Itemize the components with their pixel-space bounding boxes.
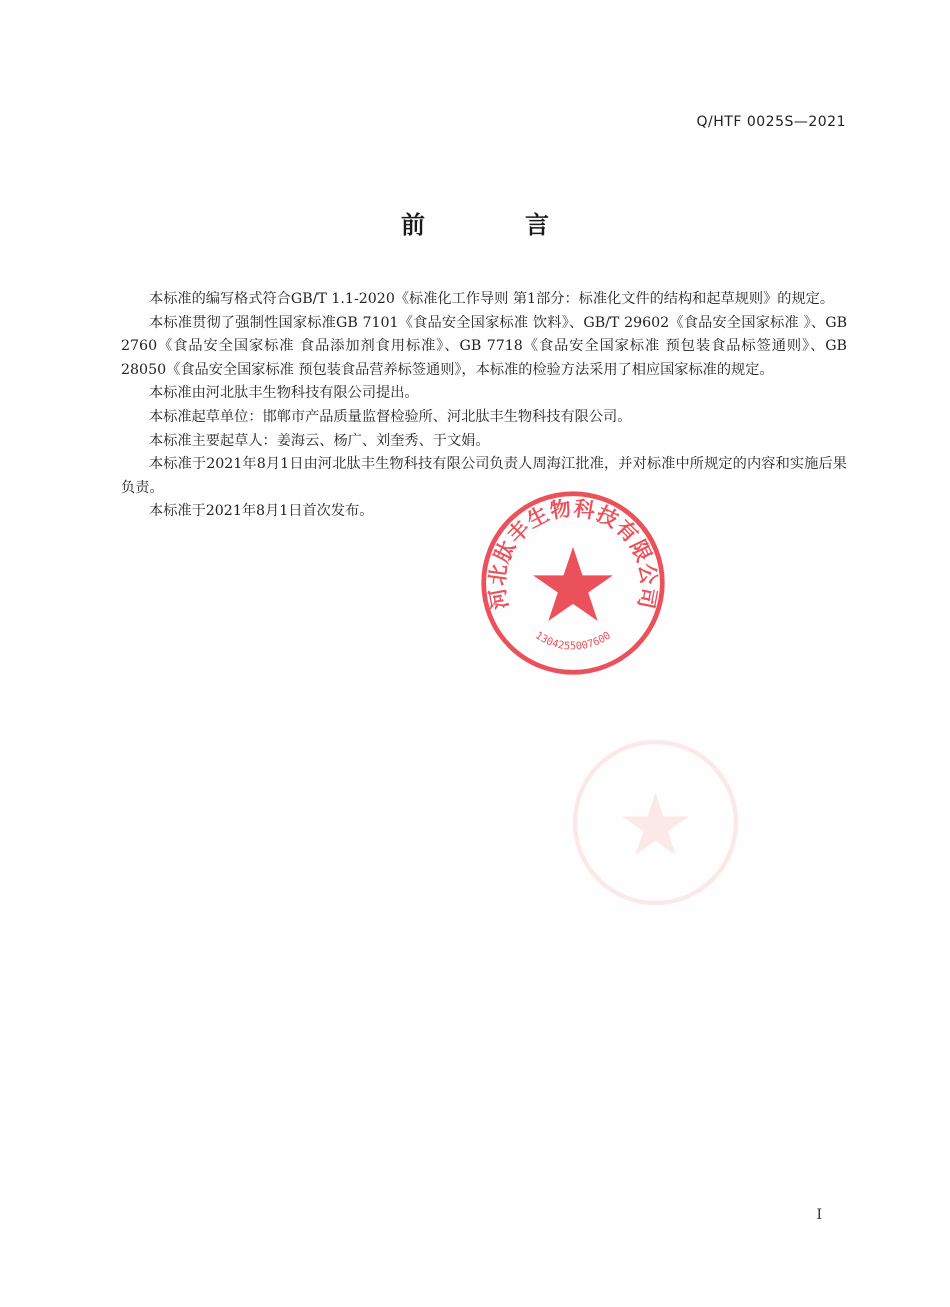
document-code: Q/HTF 0025S—2021	[696, 114, 846, 130]
paragraph-release: 本标准于2021年8月1日首次发布。	[149, 503, 374, 520]
company-seal	[478, 488, 668, 678]
seal-number-path: 1304255007600	[533, 629, 613, 653]
paragraph-drafters: 本标准主要起草人：姜海云、杨广、刘奎秀、于文娟。	[149, 432, 490, 449]
seal-bleed-star-icon	[622, 793, 689, 855]
paragraph-proposer: 本标准由河北肽丰生物科技有限公司提出。	[149, 385, 419, 402]
seal-bleed-through	[568, 735, 743, 910]
page-number: I	[816, 1207, 822, 1223]
seal-star-icon	[533, 547, 613, 621]
paragraph-approval: 本标准于2021年8月1日由河北肽丰生物科技有限公司负责人周海江批准，并对标准中所规定的内容和实施后果负责。	[121, 456, 847, 496]
paragraph-drafting-units: 本标准起草单位：邯郸市产品质量监督检验所、河北肽丰生物科技有限公司。	[149, 408, 632, 425]
seal-name-path: 河北肽丰生物科技有限公司	[484, 496, 662, 612]
paragraph-format: 本标准的编写格式符合GB/T 1.1-2020《标准化工作导则 第1部分：标准化文件的结构和起草规则》的规定。	[149, 291, 835, 307]
paragraph-standards: 本标准贯彻了强制性国家标准GB 7101《食品安全国家标准 饮料》、GB/T 29602《食品安全国家标准 》、GB 2760《食品安全国家标准 食品添加剂食用标准》、GB 7718《食品安全国家标准 预包装食品标签通则》、GB 28050《食品安全国家标准 预包装食品营养标签通则》，本标准的检验方法采用了相应国家标准的规定。	[121, 314, 847, 378]
seal-number	[533, 630, 613, 653]
section-title: 前言	[401, 211, 649, 239]
